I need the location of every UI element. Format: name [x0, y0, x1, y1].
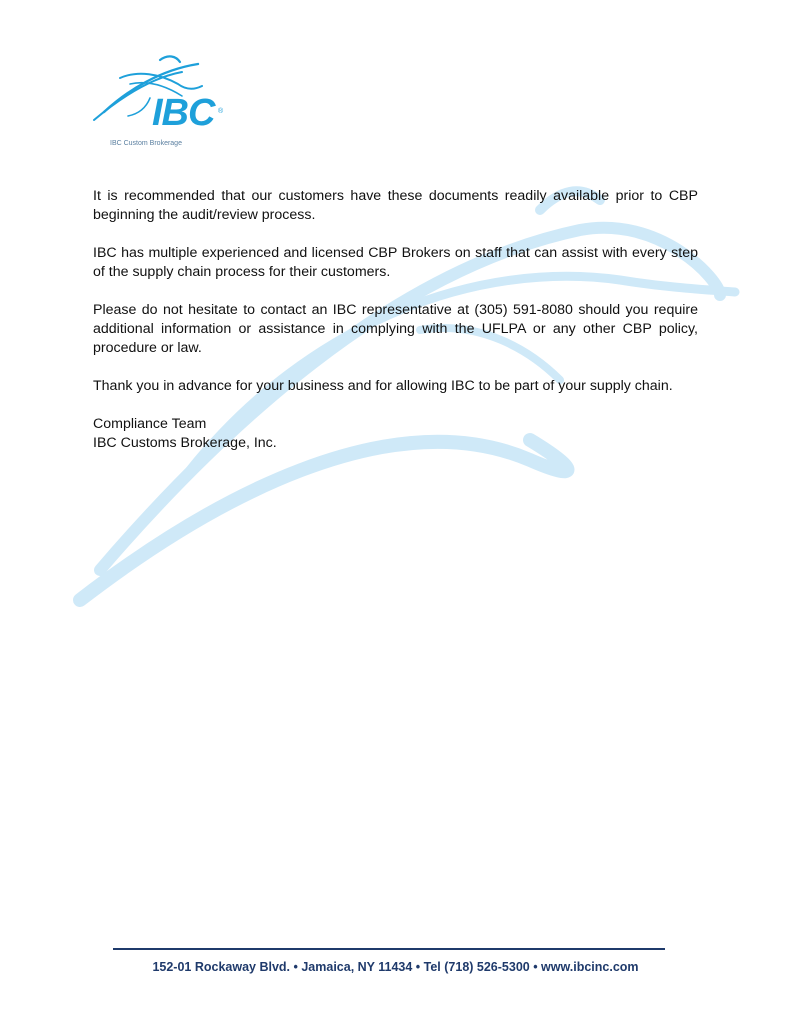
signature-company: IBC Customs Brokerage, Inc. — [93, 435, 277, 451]
paragraph-brokers: IBC has multiple experienced and licensed CBP Brokers on staff that can assist with every step of the supply chain process for their customers. — [93, 245, 698, 280]
paragraph-contact: Please do not hesitate to contact an IBC representative at (305) 591-8080 should you require additional information or assistance in complying with the UFLPA or any other CBP policy, procedure or law. — [93, 302, 698, 356]
signature-team: Compliance Team — [93, 416, 207, 432]
letter-body — [93, 187, 698, 453]
footer-address: 152-01 Rockaway Blvd. • Jamaica, NY 11434 • Tel (718) 526-5300 • www.ibcinc.com — [152, 960, 639, 974]
footer-divider — [113, 948, 665, 950]
registered-mark: ® — [218, 108, 224, 115]
logo-tagline: IBC Custom Brokerage — [110, 140, 182, 147]
paragraph-thanks: Thank you in advance for your business and for allowing IBC to be part of your supply chain. — [93, 378, 673, 394]
company-logo — [90, 50, 224, 154]
logo-wordmark: IBC — [152, 92, 215, 134]
paragraph-documents: It is recommended that our customers have these documents readily available prior to CBP beginning the audit/review process. — [93, 188, 698, 223]
